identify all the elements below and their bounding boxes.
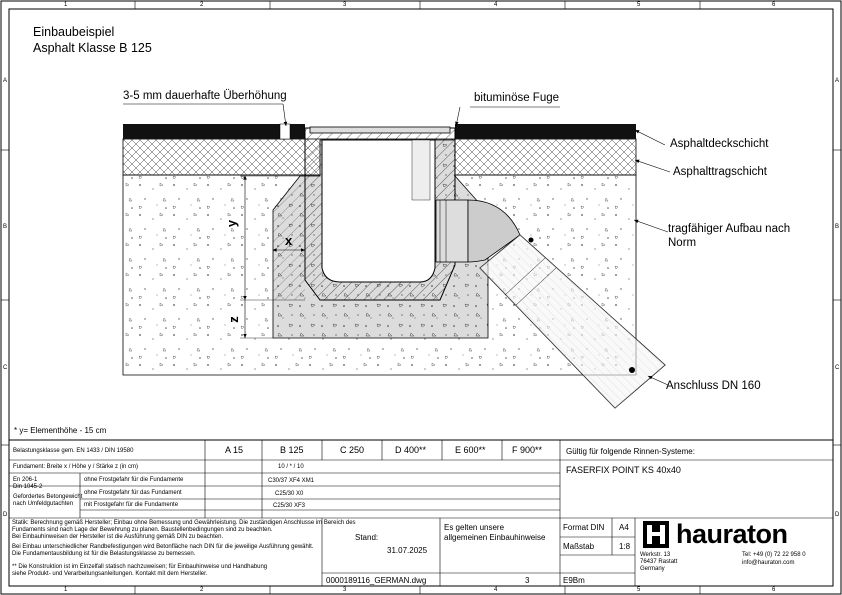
footnote: * y= Elementhöhe - 15 cm bbox=[14, 426, 107, 435]
class-d400: D 400** bbox=[395, 445, 427, 455]
label-subbase-1: tragfähiger Aufbau nach bbox=[668, 223, 791, 235]
leader-base bbox=[635, 160, 670, 172]
note-1: Statik: Berechnung gemäß Hersteller; Einbau ohne Bemessung und Gewährleistung. Die zuständigen Anschlusse im Bereich des bbox=[12, 520, 356, 526]
leader-joint bbox=[456, 107, 460, 126]
req-3: mit Frostgefahr für die Fundamente bbox=[84, 502, 179, 508]
grid-col-2b: 2 bbox=[200, 587, 204, 593]
grid-col-3: 3 bbox=[343, 2, 347, 8]
class-a15: A 15 bbox=[225, 445, 244, 455]
foundation-value: 10 / * / 10 bbox=[278, 464, 304, 470]
note-4: Bei Einbau unterschiedlicher Randbefestigungen wird Betonfläche nach DIN für die jeweilige Ausführung gewählt. bbox=[12, 544, 314, 550]
label-connection: Anschluss DN 160 bbox=[666, 380, 761, 392]
en206-2: Din 1045-2 bbox=[13, 484, 43, 490]
note-7: siehe Produkt- und Verarbeitungsanleitungen. Kontakt mit dem Hersteller. bbox=[12, 571, 208, 577]
sheet-number: 3 bbox=[525, 576, 530, 585]
concrete-label-2: nach Umfeldgutachten bbox=[13, 501, 74, 507]
scale-label: Maßstab bbox=[563, 542, 595, 551]
class-b125: B 125 bbox=[280, 445, 304, 455]
company-tel: Tel: +49 (0) 72 22 958 0 bbox=[742, 552, 806, 558]
note-5: Die Fundamentausbildung ist für die Belastungsklasse zu bemessen. bbox=[12, 551, 196, 557]
grid-col-2: 2 bbox=[200, 2, 204, 8]
grid-col-4: 4 bbox=[494, 2, 498, 8]
class-e600: E 600** bbox=[455, 445, 486, 455]
grid-col-1b: 1 bbox=[64, 587, 68, 593]
format-value: A4 bbox=[619, 523, 629, 532]
grid-col-1: 1 bbox=[64, 2, 68, 8]
grid-col-4b: 4 bbox=[494, 587, 498, 593]
grid-col-3b: 3 bbox=[343, 587, 347, 593]
scale-value: 1:8 bbox=[619, 542, 631, 551]
dim-y-label: y bbox=[224, 219, 240, 228]
valid-label: Gültig für folgende Rinnen-Systeme: bbox=[566, 447, 695, 456]
file-name: 0000189116_GERMAN.dwg bbox=[326, 576, 427, 585]
label-raise: 3-5 mm dauerhafte Überhöhung bbox=[123, 90, 287, 102]
grid-col-6: 6 bbox=[772, 2, 776, 8]
note-3: Bei Einbauhinweisen der Hersteller ist die Ausführung gemäß DIN zu beachten. bbox=[12, 534, 224, 540]
concrete-label-1: Gefordertes Betongewicht bbox=[13, 494, 83, 500]
en206-1: En 206-1 bbox=[13, 477, 38, 483]
grid-col-6b: 6 bbox=[772, 587, 776, 593]
pipe-marker bbox=[629, 367, 635, 373]
drawing-title: Einbaubeispiel bbox=[33, 25, 115, 39]
val-2: C25/30 X0 bbox=[275, 491, 304, 497]
leader-raise bbox=[283, 104, 286, 126]
hauraton-logo-mark bbox=[643, 521, 669, 548]
company-city: 76437 Rastatt bbox=[640, 559, 678, 565]
grid-col-5: 5 bbox=[637, 2, 641, 8]
outlet-stub bbox=[436, 200, 468, 262]
grid-row-a-r: A bbox=[835, 78, 840, 84]
system-name: FASERFIX POINT KS 40x40 bbox=[566, 465, 681, 475]
company-email: info@hauraton.com bbox=[742, 560, 795, 566]
grid-row-c-r: C bbox=[835, 365, 840, 371]
grid-row-c: C bbox=[3, 365, 8, 371]
stand-label: Stand: bbox=[355, 533, 379, 542]
leader-subbase bbox=[634, 220, 668, 232]
grid-row-b: B bbox=[3, 224, 8, 230]
label-surface: Asphaltdeckschicht bbox=[670, 138, 769, 150]
leader-connection bbox=[648, 376, 668, 385]
format-label: Format DIN bbox=[563, 523, 605, 532]
foundation-label: Fundament: Breite x / Höhe y / Stärke z (in cm) bbox=[13, 464, 139, 470]
asphalt-surface-right bbox=[455, 124, 636, 139]
dim-z-label: z bbox=[225, 316, 241, 323]
dim-x-label: x bbox=[285, 233, 293, 248]
grid-row-b-r: B bbox=[835, 224, 840, 230]
grid-row-d-r: D bbox=[835, 512, 840, 518]
label-base: Asphalttragschicht bbox=[673, 166, 767, 178]
general-note-2: allgemeinen Einbauhinweise bbox=[444, 533, 546, 542]
grid-row-a: A bbox=[3, 78, 8, 84]
drawing-subtitle: Asphalt Klasse B 125 bbox=[33, 41, 152, 55]
stand-date: 31.07.2025 bbox=[387, 546, 428, 555]
req-2: ohne Frostgefahr für das Fundament bbox=[84, 490, 182, 496]
class-c250: C 250 bbox=[340, 445, 365, 455]
val-3: C25/30 XF3 bbox=[273, 503, 306, 509]
label-joint: bituminöse Fuge bbox=[474, 92, 560, 104]
val-1: C30/37 XF4 XM1 bbox=[268, 478, 315, 484]
req-1: ohne Frostgefahr für die Fundamente bbox=[84, 477, 184, 483]
leader-surface bbox=[635, 130, 665, 145]
note-6: ** Die Konstruktion ist im Einzelfall statisch nachzuweisen; für Einbauhinweise und Handhabung bbox=[12, 564, 268, 570]
grid-row-d: D bbox=[3, 512, 8, 518]
asphalt-surface-left bbox=[123, 124, 305, 139]
general-note-1: Es gelten unsere bbox=[444, 523, 505, 532]
grating bbox=[310, 127, 450, 133]
label-subbase-2: Norm bbox=[668, 237, 697, 249]
class-f900: F 900** bbox=[512, 445, 543, 455]
grid-col-5b: 5 bbox=[637, 587, 641, 593]
note-2: Fundaments sind nach Lage der Bewehrung zu planen. Baustellenbedingungen sind zu beachten. bbox=[12, 527, 273, 533]
company-street: Werkstr. 13 bbox=[640, 552, 671, 558]
channel-outlet-wall bbox=[412, 140, 430, 200]
row-header: Belastungsklasse gem. EN 1433 / DIN 19580 bbox=[13, 448, 134, 454]
company-logo: hauraton bbox=[676, 519, 788, 549]
raise-detail bbox=[280, 124, 290, 139]
company-country: Germany bbox=[640, 566, 665, 572]
drawing-code: E9Bm bbox=[563, 576, 585, 585]
